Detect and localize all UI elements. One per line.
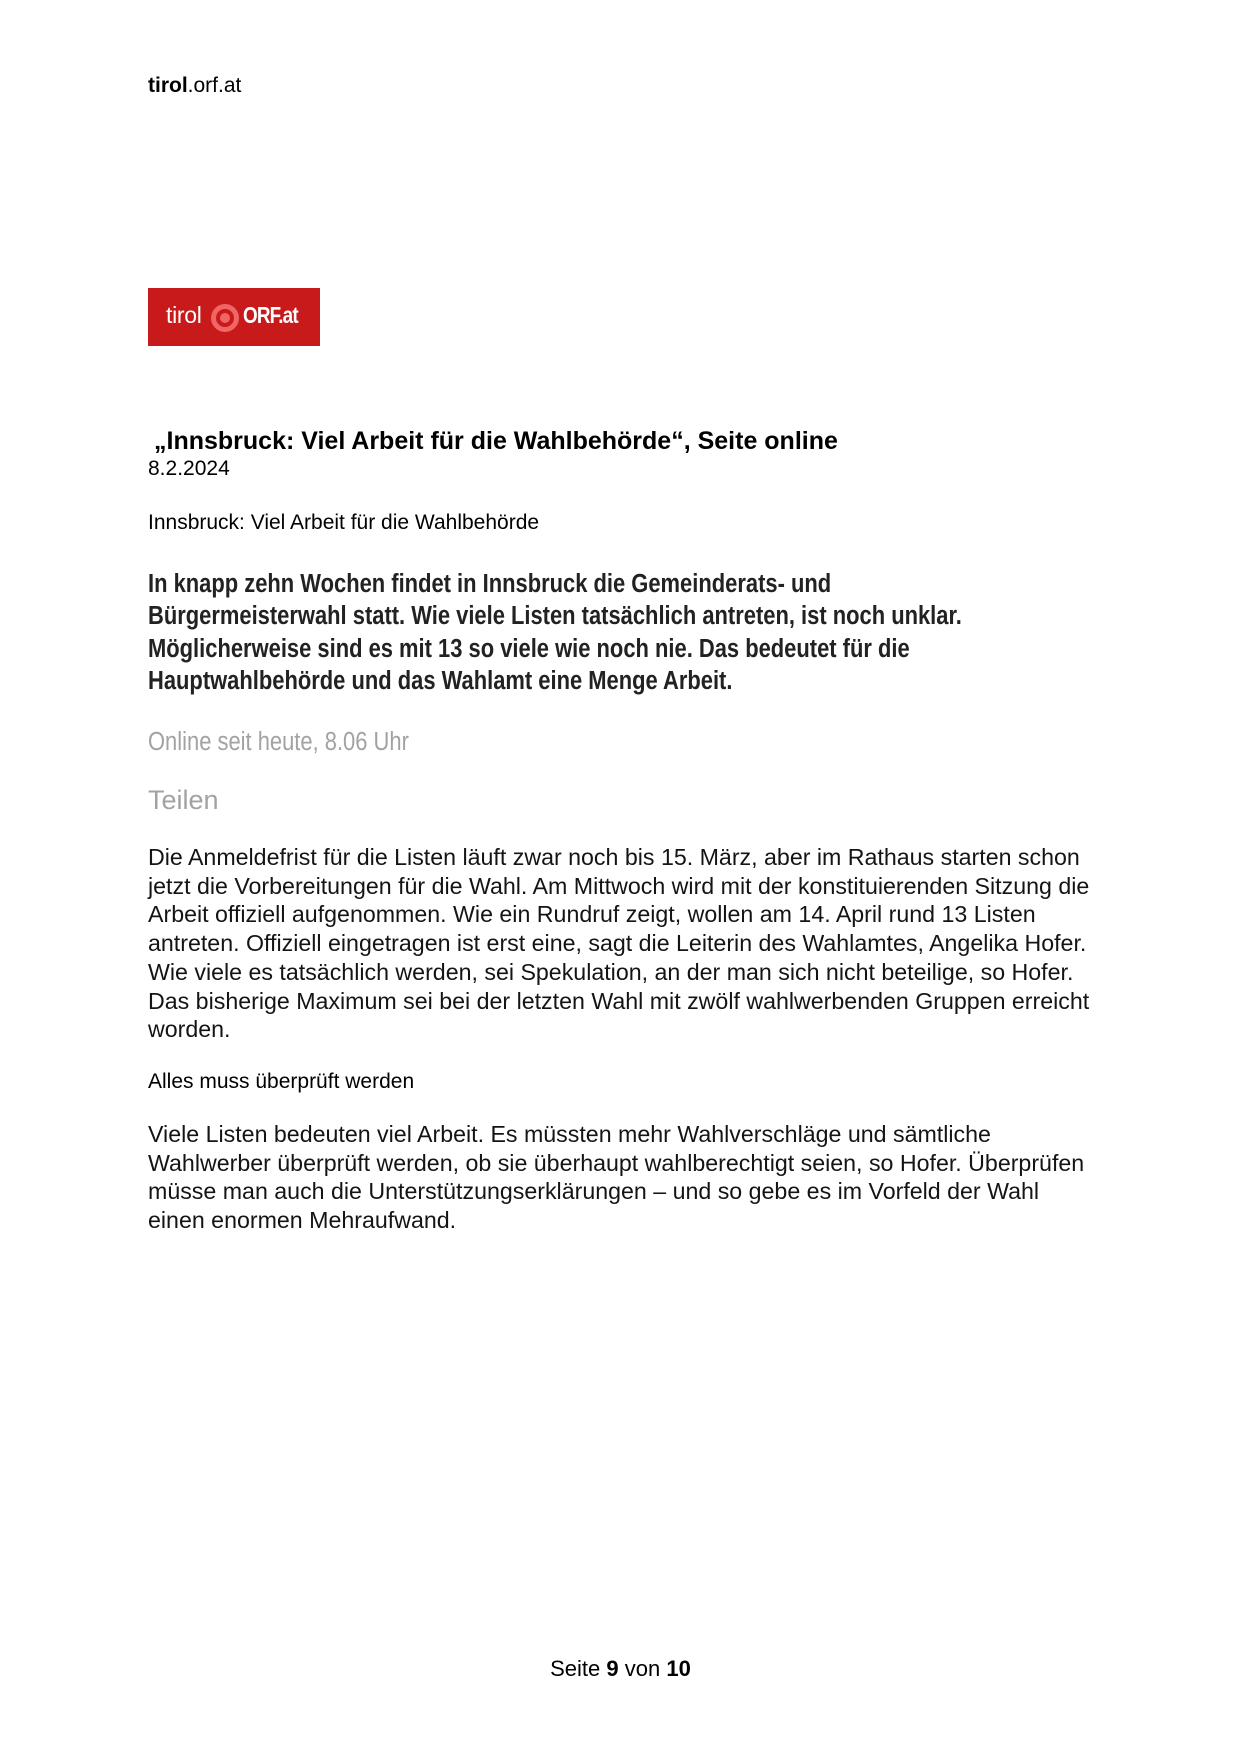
- article-kicker: Innsbruck: Viel Arbeit für die Wahlbehörde: [148, 511, 540, 534]
- article-subheading: Alles muss überprüft werden: [148, 1070, 415, 1093]
- header-site-rest: .orf.at: [187, 74, 242, 97]
- document-date: 8.2.2024: [148, 457, 230, 480]
- document-title: „Innsbruck: Viel Arbeit für die Wahlbehörde“, Seite online: [154, 427, 838, 455]
- article-paragraph: Viele Listen bedeuten viel Arbeit. Es müssten mehr Wahlverschläge und sämtliche Wahlwerber überprüft werden, ob sie überhaupt wahlberechtigt seien, so Hofer. Überprüfen müsse man auch die Unterstützungserklärungen – und so gebe es im Vorfeld der Wahl einen enormen Mehraufwand.: [148, 1121, 1085, 1234]
- footer-middle: von: [624, 1656, 661, 1681]
- page-footer: [0, 1656, 1241, 1682]
- share-label: Teilen: [148, 785, 219, 815]
- article-online-since: Online seit heute, 8.06 Uhr: [148, 728, 409, 756]
- header-site: [148, 74, 241, 98]
- article-paragraph: Die Anmeldefrist für die Listen läuft zwar noch bis 15. März, aber im Rathaus starten schon jetzt die Vorbereitungen für die Wahl. Am Mittwoch wird mit der konstituierenden Sitzung die Arbeit offiziell aufgenommen. Wie ein Rundruf zeigt, wollen am 14. April rund 13 Listen antreten. Offiziell eingetragen ist erst eine, sagt die Leiterin des Wahlamtes, Angelika Hofer. Wie viele es tatsächlich werden, sei Spekulation, an der man sich nicht beteilige, so Hofer. Das bisherige Maximum sei bei der letzten Wahl mit zwölf wahlwerbenden Gruppen erreicht worden.: [148, 844, 1090, 1043]
- footer-prefix: Seite: [550, 1656, 601, 1681]
- header-site-bold: tirol: [148, 74, 188, 97]
- logo-right-text: ORF.at: [243, 302, 298, 328]
- footer-total-pages: 10: [666, 1656, 691, 1681]
- article-lead: In knapp zehn Wochen findet in Innsbruck die Gemeinderats- und Bürgermeisterwahl statt. Wie viele Listen tatsächlich antreten, ist noch unklar. Möglicherweise sind es mit 13 so viele wie noch nie. Das bedeutet für die Hauptwahlbehörde und das Wahlamt eine Menge Arbeit.: [148, 570, 962, 695]
- tirol-orf-logo: [148, 288, 320, 346]
- orf-ring-icon: [211, 304, 239, 332]
- footer-current-page: 9: [606, 1656, 619, 1681]
- logo-left-text: tirol: [166, 302, 202, 328]
